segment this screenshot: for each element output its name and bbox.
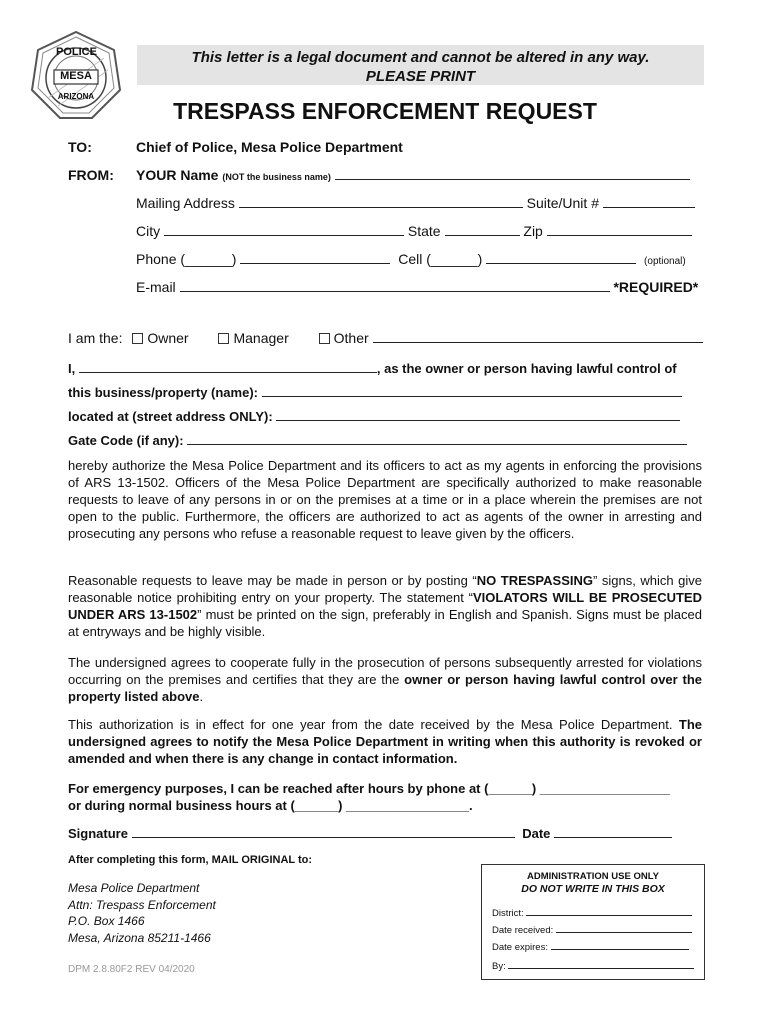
cell-field[interactable] [486, 251, 636, 264]
manager-option-label: Manager [233, 330, 289, 346]
state-label: State [407, 223, 441, 239]
signage-paragraph [68, 572, 702, 640]
mailing-address-block [68, 880, 216, 946]
location-label: located at (street address ONLY): [68, 409, 273, 424]
signage-text-c: ” signs, which give reasonable notice prohibiting entry on your property. The statement “ [68, 573, 703, 605]
city-label: City [136, 223, 161, 239]
received-row [492, 924, 692, 936]
admin-use-box [481, 864, 705, 980]
location-field[interactable] [276, 408, 680, 421]
manager-checkbox[interactable] [218, 333, 229, 344]
mailing-label: Mailing Address [136, 195, 235, 211]
by-label: By: [492, 961, 506, 972]
cell-label: Cell (______) [398, 251, 483, 267]
received-field[interactable] [556, 924, 692, 933]
cooperation-text-a: The undersigned agrees to cooperate fully in the prosecution of persons subsequently arrested for violations occurring on the premises and certifies that they are the [68, 655, 702, 687]
effect-text-a: This authorization is in effect for one year from the date received by the Mesa Police Department. [68, 717, 679, 732]
signage-text-e: ” must be printed on the sign, preferably in English and Spanish. Signs must be placed at entryways and be highly visible. [68, 607, 703, 639]
violators-statement: VIOLATORS WILL BE PROSECUTED UNDER ARS 13-1502 [68, 590, 702, 622]
role-label: I am the: [68, 330, 123, 346]
cooperation-paragraph [68, 654, 702, 705]
phone-row [136, 251, 686, 267]
phone-label: Phone (______) [136, 251, 237, 267]
district-field[interactable] [526, 907, 692, 916]
gate-row [68, 432, 687, 448]
emergency-line-2: or during normal business hours at (______) _________________. [68, 798, 473, 813]
signage-text-a: Reasonable requests to leave may be made in person or by posting “ [68, 573, 477, 588]
mail-line: Mesa Police Department [68, 881, 200, 895]
name-field[interactable] [335, 167, 690, 180]
other-field[interactable] [373, 330, 703, 343]
email-row [136, 279, 698, 295]
date-field[interactable] [554, 825, 672, 838]
expires-label: Date expires: [492, 942, 548, 953]
admin-warning: DO NOT WRITE IN THIS BOX [521, 883, 665, 895]
role-row [68, 330, 703, 346]
mailing-field[interactable] [239, 195, 523, 208]
phone-field[interactable] [240, 251, 390, 264]
email-field[interactable] [180, 279, 610, 292]
state-field[interactable] [445, 223, 520, 236]
received-label: Date received: [492, 925, 554, 936]
zip-label: Zip [523, 223, 543, 239]
city-row [136, 223, 692, 239]
district-row [492, 907, 692, 919]
city-field[interactable] [164, 223, 404, 236]
by-field[interactable] [508, 960, 694, 969]
signature-row [68, 825, 672, 841]
legal-notice-banner [137, 45, 704, 85]
suite-field[interactable] [603, 195, 695, 208]
owner-option-label: Owner [147, 330, 189, 346]
name-row [136, 167, 702, 183]
business-label: this business/property (name): [68, 385, 258, 400]
business-row [68, 384, 682, 400]
mailing-row [136, 195, 695, 211]
emergency-line-1: For emergency purposes, I can be reached after hours by phone at (______) __________________ [68, 781, 670, 796]
effect-paragraph [68, 716, 702, 767]
business-field[interactable] [262, 384, 682, 397]
expires-field[interactable] [551, 941, 689, 950]
owner-statement-text: , as the owner or person having lawful control of [376, 361, 677, 376]
mail-instruction: After completing this form, MAIL ORIGINAL to: [68, 854, 313, 866]
i-label: I, [68, 361, 76, 376]
logo-mesa-text: MESA [60, 70, 92, 82]
admin-heading: ADMINISTRATION USE ONLY [527, 871, 659, 882]
zip-field[interactable] [547, 223, 692, 236]
other-checkbox[interactable] [319, 333, 330, 344]
authorization-paragraph: hereby authorize the Mesa Police Department and its officers to act as my agents in enforcing the provisions of ARS 13-1502. Officers of the Mesa Police Department are specifically authorized to make reasonable requests to leave of any persons in or on the premises at a time or in a place wherein the premises are not open to the public. Furthermore, the officers are authorized to act as agents of the owner in arresting and prosecuting any persons who refuse a reasonable request to leave given by the officers. [68, 458, 702, 541]
your-name-label: YOUR Name [136, 167, 219, 183]
no-trespassing-text: NO TRESPASSING [476, 573, 593, 588]
other-option-label: Other [333, 330, 369, 346]
owner-checkbox[interactable] [132, 333, 143, 344]
mail-line: Attn: Trespass Enforcement [68, 897, 216, 912]
suite-label: Suite/Unit # [526, 195, 599, 211]
gate-label: Gate Code (if any): [68, 433, 184, 448]
by-row [492, 960, 694, 972]
gate-field[interactable] [187, 432, 687, 445]
email-label: E-mail [136, 279, 176, 295]
cooperation-text-bold: owner or person having lawful control over the property listed above [68, 672, 702, 704]
owner-statement-row [68, 360, 677, 376]
mail-line: Mesa, Arizona 85211-1466 [68, 930, 211, 945]
mail-line: P.O. Box 1466 [68, 914, 145, 928]
owner-name-field[interactable] [79, 360, 377, 373]
to-label: TO: [68, 139, 92, 155]
required-note: *REQUIRED* [613, 279, 699, 295]
logo-top-text: POLICE [56, 46, 97, 58]
not-business-note: (NOT the business name) [222, 172, 331, 182]
effect-text-bold: The undersigned agrees to notify the Mesa Police Department in writing when this authority is revoked or amended and when there is any change in contact information. [68, 717, 702, 766]
to-value: Chief of Police, Mesa Police Department [136, 139, 403, 155]
cooperation-text-c: . [199, 689, 204, 704]
form-number: DPM 2.8.80F2 REV 04/2020 [68, 964, 195, 975]
banner-line-1: This letter is a legal document and cannot be altered in any way. [191, 49, 650, 66]
location-row [68, 408, 680, 424]
signature-field[interactable] [132, 825, 515, 838]
optional-note: (optional) [644, 256, 686, 267]
from-label: FROM: [68, 167, 114, 183]
logo-bottom-text: ARIZONA [57, 92, 95, 101]
date-label: Date [522, 826, 551, 841]
banner-line-2: PLEASE PRINT [365, 68, 476, 85]
expires-row [492, 941, 689, 953]
signature-label: Signature [68, 826, 128, 841]
district-label: District: [492, 908, 524, 919]
page-title: TRESPASS ENFORCEMENT REQUEST [173, 98, 597, 124]
